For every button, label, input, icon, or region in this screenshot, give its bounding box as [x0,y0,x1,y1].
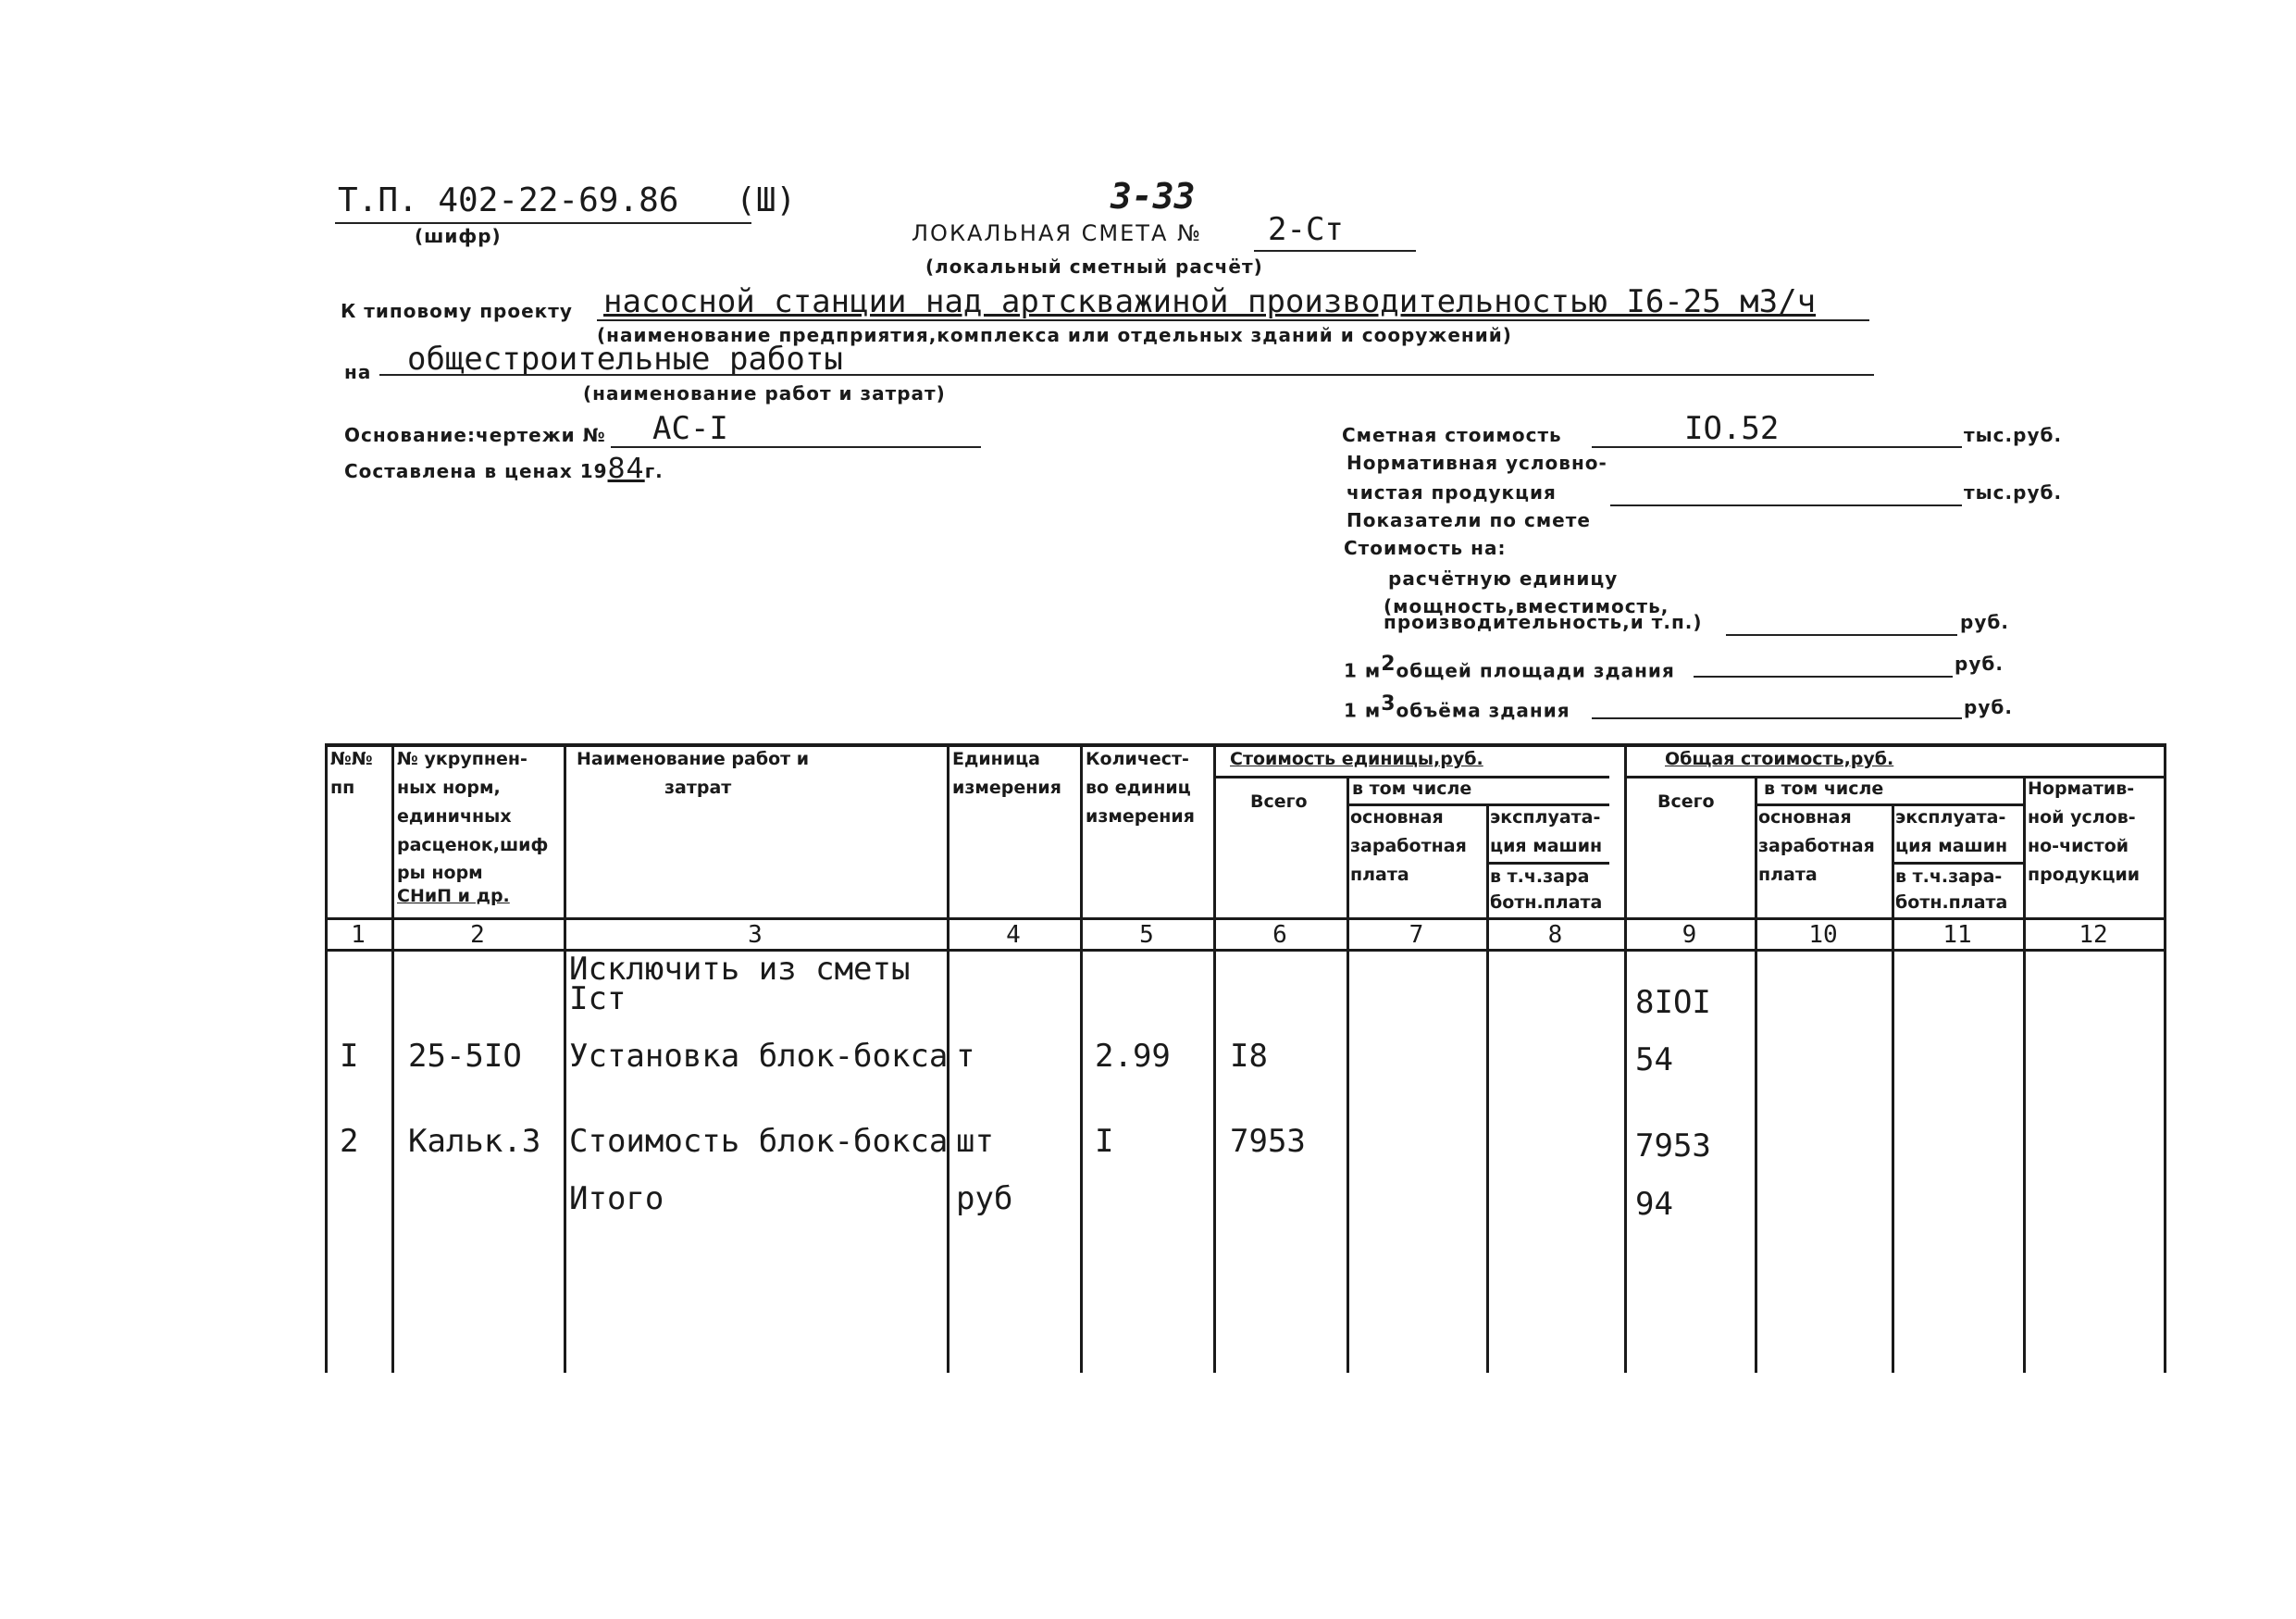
header-total-wage-line1: основная [1758,807,1852,828]
works-value: общестроительные работы [407,341,843,378]
row1-qty: 2.99 [1095,1038,1171,1075]
volume-unit: руб. [1964,696,2013,718]
column-number: 3 [748,921,763,949]
header-col2-line2: ных норм, [397,778,501,798]
area-unit: руб. [1955,653,2004,675]
prices-label [344,453,664,485]
header-unit-machines-wage-line2: ботн.плата [1490,892,1603,913]
works-caption: (наименование работ и затрат) [583,382,946,405]
column-number: 1 [351,921,366,949]
area-sup: 2 [1381,653,1396,676]
header-col2-line1: № укрупнен- [397,749,527,769]
area-label-b: общей площади здания [1396,659,1675,682]
normative-label-2: чистая продукция [1347,481,1557,504]
project-label: К типовому проекту [341,300,573,322]
header-col5-line1: Количест- [1086,749,1189,769]
row1-number: I [340,1038,359,1075]
row2-number: 2 [340,1123,359,1160]
unit-caption-1: (мощность,вместимость, [1384,595,1669,617]
header-total-incl: в том числе [1764,778,1884,799]
header-unit-wage-line1: основная [1350,807,1444,828]
cost-unit: тыс.руб. [1964,424,2063,446]
header-total-machines-line1: эксплуата- [1895,807,2006,828]
row2-total: 7953 [1635,1127,1711,1164]
header-unit-cost: Стоимость единицы,руб. [1230,749,1483,769]
header-unit-machines-line1: эксплуата- [1490,807,1601,828]
header-col2-line4: расценок,шиф [397,835,549,855]
header-col12-line3: но-чистой [2028,836,2129,856]
header-total-machines-wage [1895,864,2007,915]
volume-label [1344,692,1570,722]
row2-unit: шт [956,1123,994,1160]
row3-total: 94 [1635,1186,1673,1223]
column-number: 7 [1409,921,1424,949]
header-col2-line5: ры норм [397,863,483,883]
header-unit-machines [1490,803,1602,861]
header-col1 [330,745,373,803]
code-suffix: (Ш) [736,181,797,219]
header-total-machines-line2: ция машин [1895,836,2008,856]
header-total-total: Всего [1657,791,1715,812]
estimate-title-label: ЛОКАЛЬНАЯ СМЕТА № [912,220,1202,246]
column-number: 8 [1547,921,1563,949]
header-total-machines-wage-line2: ботн.плата [1895,892,2008,913]
header-total-machines-wage-line1: в т.ч.зара- [1895,866,2003,887]
column-number: 4 [1006,921,1021,949]
header-total-wage-line3: плата [1758,865,1818,885]
header-col2 [397,745,548,906]
header-unit-wage [1350,803,1467,890]
header-col5-line2: во единиц [1086,778,1191,798]
header-col12-line1: Норматив- [2028,778,2135,799]
row2-code: Кальк.3 [408,1123,541,1160]
estimate-title-caption: (локальный сметный расчёт) [925,255,1263,278]
row0-name-line1: Исключить из сметы [569,951,911,988]
prices-suffix: г. [644,460,664,482]
header-total-cost: Общая стоимость,руб. [1665,749,1894,769]
document-code [338,181,796,219]
header-total-wage [1758,803,1875,890]
normative-label-1: Нормативная условно- [1347,452,1607,474]
header-total-machines [1895,803,2007,861]
unit-unit: руб. [1960,611,2009,633]
header-col4-line1: Единица [952,749,1040,769]
volume-sup: 3 [1381,692,1396,716]
cost-label: Сметная стоимость [1342,424,1562,446]
code-text: Т.П. 402-22-69.86 [338,181,679,219]
estimate-title [912,220,1202,246]
normative-unit: тыс.руб. [1964,481,2063,504]
header-col4-line2: измерения [952,778,1061,798]
header-col3-line1: Наименование работ и [577,749,810,769]
header-col4 [952,745,1061,803]
drawings-label: Основание:чертежи № [344,424,606,446]
cost-value: IO.52 [1684,410,1780,447]
row2-cost: 7953 [1230,1123,1306,1160]
column-number: 5 [1139,921,1154,949]
header-col12-line2: ной услов- [2028,807,2136,828]
unit-caption-2: производительность,и т.п.) [1384,611,1703,633]
header-col2-line3: единичных [397,806,512,827]
row0-name-line2: Iст [569,980,627,1017]
project-caption: (наименование предприятия,комплекса или отдельных зданий и сооружений) [597,324,1512,346]
row1-name: Установка блок-бокса [569,1038,949,1075]
row3-name: Итого [569,1180,664,1217]
header-col1-line1: №№ [330,749,373,769]
prices-label-text: Составлена в ценах 19 [344,460,608,482]
column-number: 11 [1942,921,1972,949]
column-number: 9 [1682,921,1697,949]
row1-code: 25-5IO [408,1038,522,1075]
header-unit-machines-wage [1490,864,1602,915]
table-row-name [569,951,911,1017]
row1-total: 54 [1635,1041,1673,1078]
header-col2-line6: СНиП и др. [397,886,510,906]
code-caption: (шифр) [415,225,502,247]
area-label [1344,653,1675,682]
row2-name: Стоимость блок-бокса [569,1123,949,1160]
column-number: 2 [470,921,485,949]
works-label: на [344,361,372,383]
row0-total: 8IOI [1635,984,1711,1021]
column-number: 6 [1272,921,1287,949]
estimate-table [325,743,2166,1373]
header-unit-wage-line3: плата [1350,865,1409,885]
row1-cost: I8 [1230,1038,1268,1075]
header-unit-machines-line2: ция машин [1490,836,1603,856]
volume-label-a: 1 м [1344,699,1382,722]
header-col12-line4: продукции [2028,865,2141,885]
row3-unit: руб [956,1180,1013,1217]
header-total-wage-line2: заработная [1758,836,1875,856]
row1-unit: т [956,1038,975,1075]
area-label-a: 1 м [1344,659,1382,682]
header-col3-line2: затрат [664,778,732,798]
header-col5-line3: измерения [1086,806,1195,827]
cost-per-label: Стоимость на: [1344,537,1507,559]
drawings-value: АС-I [652,410,728,447]
header-unit-total: Всего [1250,791,1308,812]
project-value: насосной станции над артскважиной производительностью I6-25 м3/ч [603,283,1817,320]
page-number: 3-33 [1111,176,1196,217]
column-number: 10 [1808,921,1838,949]
header-col5 [1086,745,1195,831]
header-unit-incl: в том числе [1352,778,1472,799]
volume-label-b: объёма здания [1396,699,1570,722]
header-col1-line2: пп [330,778,355,798]
estimate-number: 2-Ст [1268,211,1344,248]
header-col12 [2028,775,2140,890]
header-col3 [577,745,809,803]
prices-year: 84 [607,453,645,485]
header-unit-machines-wage-line1: в т.ч.зара [1490,866,1590,887]
row2-qty: I [1095,1123,1114,1160]
column-number: 12 [2079,921,2108,949]
indicators-label: Показатели по смете [1347,509,1591,531]
header-unit-wage-line2: заработная [1350,836,1467,856]
unit-label: расчётную единицу [1388,567,1619,590]
